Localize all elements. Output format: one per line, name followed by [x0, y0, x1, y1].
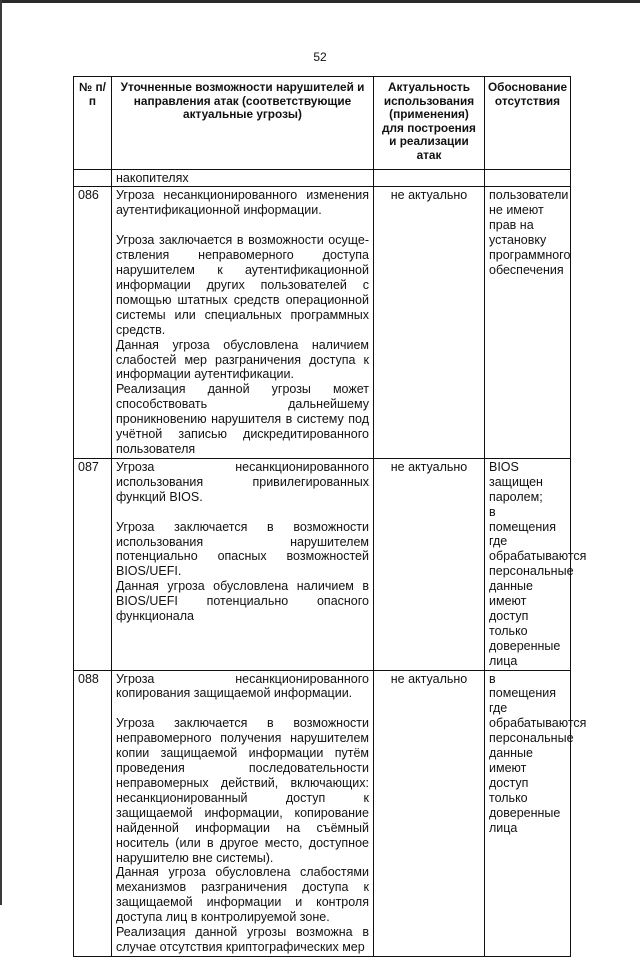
threat-justification: в помещения где обрабатываются персональные данные имеют доступ только доверенные лица — [485, 670, 571, 956]
threats-table — [73, 76, 587, 957]
header-justification: Обоснование отсутствия — [485, 77, 571, 170]
continuation-justification-cell — [485, 169, 571, 187]
justification-line: BIOS защищен паролем; — [489, 459, 543, 504]
threat-row — [74, 187, 571, 458]
threat-justification: пользователи не имеют прав на установку программного обеспечения — [485, 187, 571, 458]
threat-paragraph: Реализация данной угрозы возможна в случае отсутствия криптографических мер — [116, 925, 369, 954]
threat-paragraph: Угроза заключается в возможности использования нарушителем потенциально опасных возможностей BIOS/UEFI. — [116, 519, 369, 579]
header-capabilities: Уточненные возможности нарушителей и направления атак (соответствующие актуальные угрозы) — [112, 77, 374, 170]
threat-description — [112, 187, 374, 458]
threat-title: Угроза несанкционированного использования привилегированных функций BIOS. — [116, 459, 369, 504]
threat-relevance: не актуально — [374, 458, 485, 670]
continuation-text: накопителях — [112, 169, 374, 187]
continuation-row — [74, 169, 571, 187]
threat-number: 087 — [74, 458, 112, 670]
justification-line: в помещения где обрабатываются персональные данные имеют доступ только доверенные лица — [489, 504, 587, 668]
threat-paragraph: Данная угроза обусловлена наличием слабостей мер разграничения доступа к информации аутентификации. — [116, 337, 369, 382]
continuation-relevance-cell — [374, 169, 485, 187]
scan-left-edge — [0, 0, 2, 905]
threat-paragraph: Данная угроза обусловлена наличием в BIOS/UEFI потенциально опасного функционала — [116, 579, 369, 624]
threat-paragraph: Угроза заключается в возможности осуще-ствления неправомерного доступа нарушителем к аутентификационной информации других пользователей с помощью штатных средств операционной системы или специальных программных средств. — [116, 233, 369, 337]
threat-relevance: не актуально — [374, 187, 485, 458]
threat-description — [112, 458, 374, 670]
header-number: № п/п — [74, 77, 112, 170]
threat-description — [112, 670, 374, 956]
page-number: 52 — [313, 50, 327, 64]
threat-paragraph: Реализация данной угрозы может способствовать дальнейшему проникновению нарушителя в систему под учётной записью дискредитированного пользователя — [116, 382, 369, 456]
header-row — [74, 77, 571, 170]
scan-top-edge — [0, 0, 640, 3]
threat-number: 086 — [74, 187, 112, 458]
threat-paragraph: Данная угроза обусловлена слабостями механизмов разграничения доступа к защищаемой информации и контроля доступа лиц в контролируемой зоне. — [116, 865, 369, 925]
threat-row — [74, 458, 571, 670]
threat-relevance: не актуально — [374, 670, 485, 956]
threat-paragraph: Угроза заключается в возможности неправомерного получения нарушителем копии защищаемой информации путём проведения последовательности неправомерных действий, включающих: несанкционированный доступ к защищаемой информации, копирование найденной информации на съёмный носитель (или в другое место, доступное нарушителю вне системы). — [116, 716, 369, 865]
threat-justification — [485, 458, 587, 670]
threat-title: Угроза несанкционированного копирования защищаемой информации. — [116, 671, 369, 701]
threat-title: Угроза несанкционированного изменения аутентификационной информации. — [116, 188, 369, 218]
header-relevance: Актуальность использования (применения) для построения и реализации атак — [374, 77, 485, 170]
threat-row — [74, 670, 571, 956]
continuation-number-cell — [74, 169, 112, 187]
threat-number: 088 — [74, 670, 112, 956]
